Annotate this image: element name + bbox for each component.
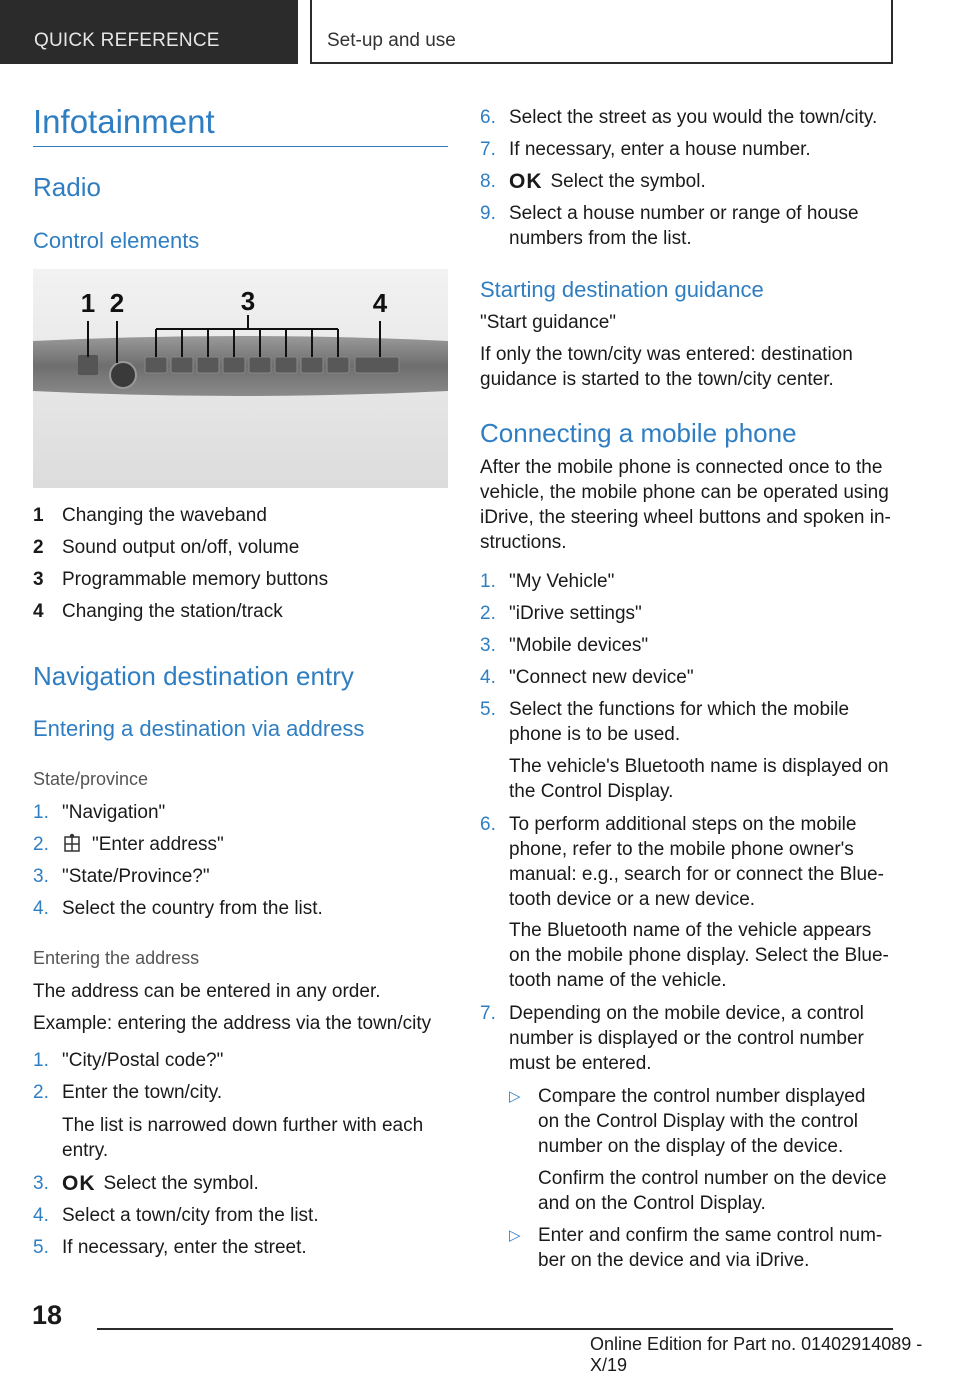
callout-4: 4 xyxy=(372,288,388,318)
state-province-heading: State/province xyxy=(33,769,149,789)
guidance-paragraph-1: "Start guidance" xyxy=(480,312,617,333)
triangle-bullet-icon: ▷ xyxy=(509,1227,521,1244)
guidance-paragraph-2b: guidance is started to the town/city center. xyxy=(480,369,834,390)
control-elements-heading: Control elements xyxy=(33,228,200,253)
callout-1: 1 xyxy=(80,288,96,318)
triangle-bullet-icon: ▷ xyxy=(509,1088,521,1105)
navigation-heading: Navigation destination entry xyxy=(33,661,354,691)
mode-button xyxy=(78,355,98,375)
radio-panel-illustration xyxy=(33,269,448,488)
guidance-paragraph-2a: If only the town/city was entered: destination xyxy=(480,344,853,365)
entering-address-heading: Entering the address xyxy=(33,948,200,968)
entering-destination-heading: Entering a destination via address xyxy=(33,716,365,741)
phone-paragraph-line: structions. xyxy=(480,532,567,553)
radio-control-panel-image xyxy=(33,269,448,488)
footer-divider xyxy=(97,1328,893,1330)
navigation-address-icon xyxy=(62,833,82,853)
volume-knob xyxy=(110,362,136,388)
phone-paragraph-line: iDrive, the steering wheel buttons and spoken in- xyxy=(480,507,891,528)
ok-icon: OK xyxy=(62,1172,96,1195)
callout-3: 3 xyxy=(240,286,256,316)
footer-edition: Online Edition for Part no. 01402914089 - X/19 xyxy=(590,1334,923,1375)
page-number: 18 xyxy=(32,1300,63,1330)
subsection-tab xyxy=(310,0,893,64)
address-paragraph-1: The address can be entered in any order. xyxy=(33,981,381,1002)
section-title: QUICK REFERENCE xyxy=(34,30,220,51)
section-tab xyxy=(0,0,298,64)
subsection-title: Set-up and use xyxy=(327,30,456,51)
phone-paragraph-line: vehicle, the mobile phone can be operated using xyxy=(480,482,889,503)
callout-2: 2 xyxy=(109,288,125,318)
title-divider xyxy=(33,146,448,147)
starting-guidance-heading: Starting destination guidance xyxy=(480,277,764,302)
radio-heading: Radio xyxy=(33,172,101,202)
phone-paragraph-line: After the mobile phone is connected once to the xyxy=(480,457,883,478)
ok-icon: OK xyxy=(509,170,543,193)
address-paragraph-2: Example: entering the address via the town/city xyxy=(33,1013,432,1034)
connecting-phone-heading: Connecting a mobile phone xyxy=(480,418,797,448)
page-title: Infotainment xyxy=(33,103,215,140)
